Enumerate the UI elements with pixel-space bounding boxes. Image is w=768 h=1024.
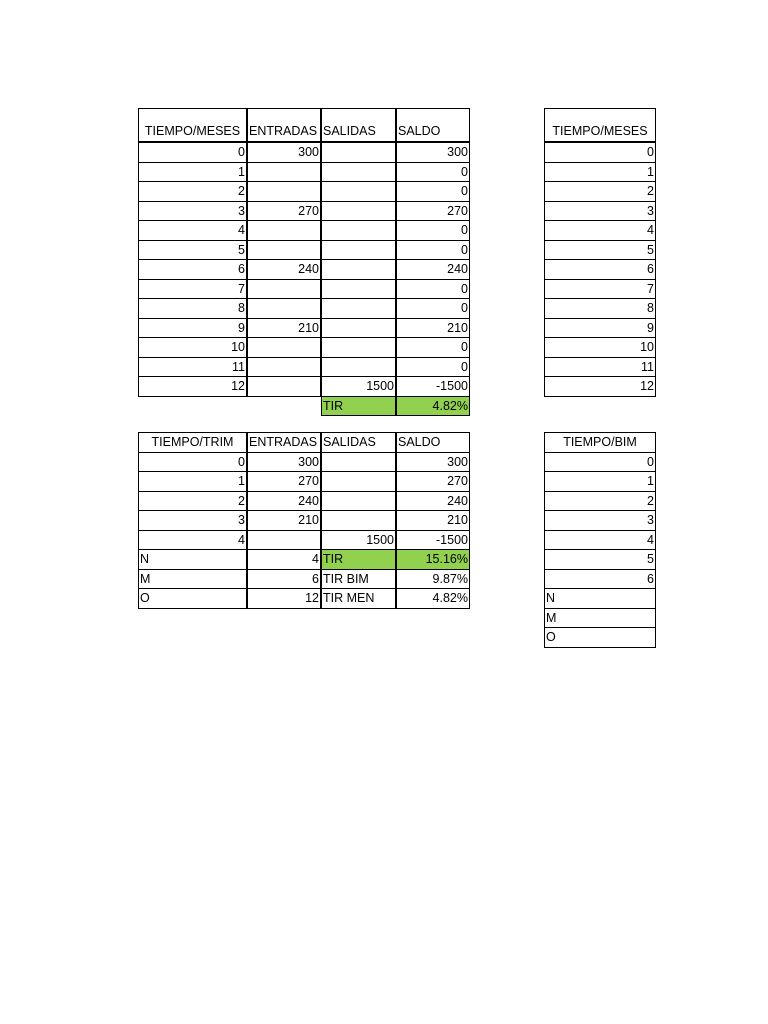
right-bim-cell: 1 bbox=[544, 471, 656, 492]
table1-cell bbox=[247, 357, 321, 378]
table2-param-label: N bbox=[138, 549, 247, 570]
table1-cell bbox=[321, 337, 396, 358]
table1-cell: 11 bbox=[138, 357, 247, 378]
table2-cell bbox=[321, 491, 396, 512]
right-monthly-cell: 8 bbox=[544, 298, 656, 319]
table2-rate-label: TIR MEN bbox=[321, 588, 396, 609]
table2-cell: 270 bbox=[396, 471, 470, 492]
right-monthly-cell: 1 bbox=[544, 162, 656, 183]
right-bim-label: O bbox=[544, 627, 656, 648]
right-monthly-cell: 12 bbox=[544, 376, 656, 397]
right-monthly-cell: 6 bbox=[544, 259, 656, 280]
table1-cell: 210 bbox=[396, 318, 470, 339]
table2-cell bbox=[247, 530, 321, 551]
table1-cell: 3 bbox=[138, 201, 247, 222]
table1-header: SALIDAS bbox=[321, 108, 396, 142]
table1-cell: 0 bbox=[396, 357, 470, 378]
table2-cell: 2 bbox=[138, 491, 247, 512]
right-bim-cell: 4 bbox=[544, 530, 656, 551]
right-bim-cell: 2 bbox=[544, 491, 656, 512]
table1-cell: 300 bbox=[396, 142, 470, 163]
table1-cell bbox=[321, 298, 396, 319]
table1-cell: 7 bbox=[138, 279, 247, 300]
table1-cell: 0 bbox=[396, 181, 470, 202]
table1-cell bbox=[247, 279, 321, 300]
table2-cell: 240 bbox=[396, 491, 470, 512]
right-monthly-header: TIEMPO/MESES bbox=[544, 108, 656, 142]
table1-cell: 300 bbox=[247, 142, 321, 163]
table1-cell bbox=[247, 220, 321, 241]
table1-cell: 0 bbox=[396, 279, 470, 300]
table1-cell bbox=[247, 162, 321, 183]
table2-cell: 300 bbox=[396, 452, 470, 473]
right-monthly-cell: 7 bbox=[544, 279, 656, 300]
right-monthly-cell: 0 bbox=[544, 142, 656, 163]
table2-header: TIEMPO/TRIM bbox=[138, 432, 247, 453]
table1-header: SALDO bbox=[396, 108, 470, 142]
table2-cell bbox=[321, 452, 396, 473]
table2-header: SALDO bbox=[396, 432, 470, 453]
table1-cell: 240 bbox=[396, 259, 470, 280]
right-bim-cell: 0 bbox=[544, 452, 656, 473]
table2-rate-value: 4.82% bbox=[396, 588, 470, 609]
right-monthly-cell: 3 bbox=[544, 201, 656, 222]
table1-cell: 12 bbox=[138, 376, 247, 397]
table2-cell: 3 bbox=[138, 510, 247, 531]
table1-cell bbox=[321, 357, 396, 378]
table1-cell bbox=[321, 240, 396, 261]
table1-header: TIEMPO/MESES bbox=[138, 108, 247, 142]
table1-cell: 270 bbox=[396, 201, 470, 222]
table2-cell: 210 bbox=[396, 510, 470, 531]
table1-cell bbox=[321, 318, 396, 339]
table1-cell: 0 bbox=[396, 162, 470, 183]
table1-cell: 0 bbox=[396, 220, 470, 241]
right-bim-label: M bbox=[544, 608, 656, 629]
table2-header: ENTRADAS bbox=[247, 432, 321, 453]
table1-cell bbox=[321, 220, 396, 241]
table1-cell: 9 bbox=[138, 318, 247, 339]
table1-cell: 4 bbox=[138, 220, 247, 241]
table2-param-label: O bbox=[138, 588, 247, 609]
right-monthly-cell: 2 bbox=[544, 181, 656, 202]
table1-cell: 5 bbox=[138, 240, 247, 261]
table1-cell: 1500 bbox=[321, 376, 396, 397]
right-bim-header: TIEMPO/BIM bbox=[544, 432, 656, 453]
table1-cell: -1500 bbox=[396, 376, 470, 397]
right-monthly-cell: 10 bbox=[544, 337, 656, 358]
table2-param-value: 6 bbox=[247, 569, 321, 590]
table2-param-value: 4 bbox=[247, 549, 321, 570]
table1-cell: 210 bbox=[247, 318, 321, 339]
table1-cell bbox=[247, 240, 321, 261]
table1-cell bbox=[321, 259, 396, 280]
table1-cell bbox=[247, 376, 321, 397]
right-monthly-cell: 11 bbox=[544, 357, 656, 378]
table1-cell bbox=[247, 298, 321, 319]
table2-cell bbox=[321, 510, 396, 531]
table1-cell bbox=[321, 142, 396, 163]
table2-cell: 270 bbox=[247, 471, 321, 492]
table2-cell: 210 bbox=[247, 510, 321, 531]
table2-cell: 300 bbox=[247, 452, 321, 473]
table1-cell bbox=[321, 201, 396, 222]
table2-rate-label: TIR bbox=[321, 549, 396, 570]
table2-rate-value: 15.16% bbox=[396, 549, 470, 570]
table1-cell bbox=[321, 181, 396, 202]
table1-cell: 8 bbox=[138, 298, 247, 319]
table1-cell bbox=[247, 181, 321, 202]
right-bim-cell: 5 bbox=[544, 549, 656, 570]
table2-cell: -1500 bbox=[396, 530, 470, 551]
right-monthly-cell: 9 bbox=[544, 318, 656, 339]
right-bim-label: N bbox=[544, 588, 656, 609]
right-bim-cell: 3 bbox=[544, 510, 656, 531]
table2-header: SALIDAS bbox=[321, 432, 396, 453]
table2-param-value: 12 bbox=[247, 588, 321, 609]
right-bim-cell: 6 bbox=[544, 569, 656, 590]
table2-rate-value: 9.87% bbox=[396, 569, 470, 590]
table1-tir-label: TIR bbox=[321, 396, 396, 417]
table1-cell: 270 bbox=[247, 201, 321, 222]
table1-cell bbox=[321, 279, 396, 300]
table2-cell: 0 bbox=[138, 452, 247, 473]
table1-cell: 10 bbox=[138, 337, 247, 358]
table1-cell: 2 bbox=[138, 181, 247, 202]
table1-cell bbox=[321, 162, 396, 183]
table1-cell bbox=[247, 337, 321, 358]
table1-cell: 0 bbox=[396, 337, 470, 358]
table1-cell: 6 bbox=[138, 259, 247, 280]
table1-cell: 0 bbox=[396, 240, 470, 261]
table2-rate-label: TIR BIM bbox=[321, 569, 396, 590]
right-monthly-cell: 5 bbox=[544, 240, 656, 261]
table1-cell: 0 bbox=[138, 142, 247, 163]
right-monthly-cell: 4 bbox=[544, 220, 656, 241]
table1-tir-value: 4.82% bbox=[396, 396, 470, 417]
table1-header: ENTRADAS bbox=[247, 108, 321, 142]
table2-param-label: M bbox=[138, 569, 247, 590]
table2-cell: 4 bbox=[138, 530, 247, 551]
table2-cell: 1500 bbox=[321, 530, 396, 551]
table1-cell: 240 bbox=[247, 259, 321, 280]
table2-cell: 240 bbox=[247, 491, 321, 512]
table1-cell: 0 bbox=[396, 298, 470, 319]
table1-cell: 1 bbox=[138, 162, 247, 183]
table2-cell: 1 bbox=[138, 471, 247, 492]
table2-cell bbox=[321, 471, 396, 492]
